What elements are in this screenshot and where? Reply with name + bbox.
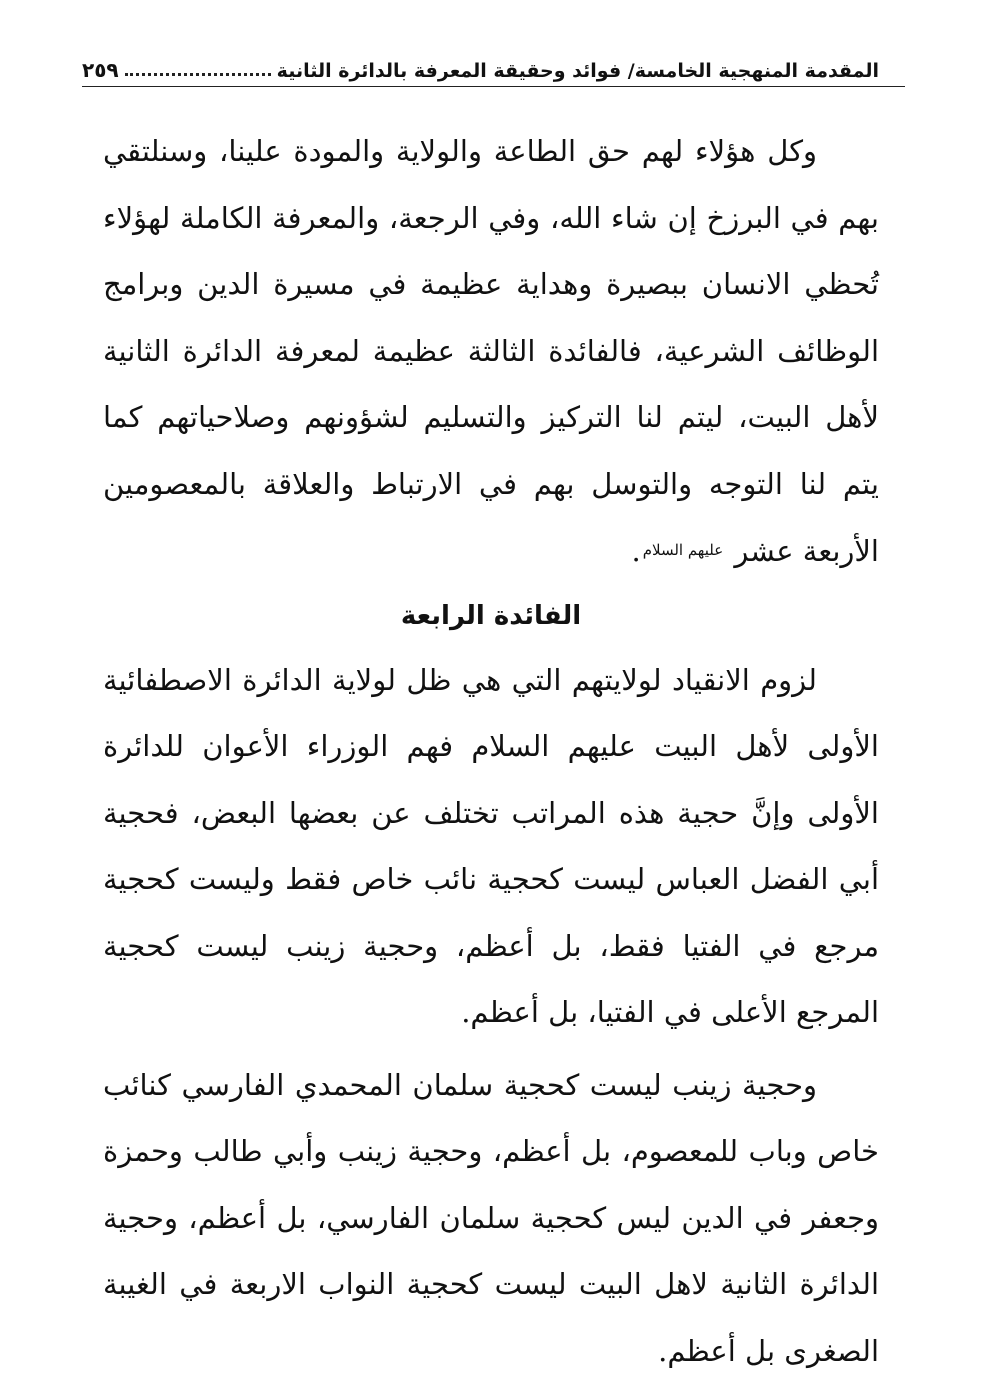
- dot-leader: [125, 72, 271, 76]
- paragraph-2: لزوم الانقياد لولايتهم التي هي ظل لولاية الدائرة الاصطفائية الأولى لأهل البيت عليهم السلام فهم الوزراء الأعوان للدائرة الأولى وإنَّ حجية هذه المراتب تختلف عن بعضها البعض، فحجية أبي الفضل العباس ليست كحجية نائب خاص فقط وليست كحجية مرجع في الفتيا فقط، بل أعظم، وحجية زينب ليست كحجية المرجع الأعلى في الفتيا، بل أعظم.: [103, 647, 879, 1046]
- header-divider: [82, 86, 905, 87]
- body-text: [103, 118, 879, 1384]
- header-title: المقدمة المنهجية الخامسة/ فوائد وحقيقة المعرفة بالدائرة الثانية: [277, 60, 879, 82]
- paragraph-1-end: .: [631, 534, 640, 568]
- paragraph-1: [103, 118, 879, 585]
- honorific-symbol: عليهم السلام: [643, 541, 723, 559]
- paragraph-3: وحجية زينب ليست كحجية سلمان المحمدي الفارسي كنائب خاص وباب للمعصوم، بل أعظم، وحجية زينب وأبي طالب وحمزة وجعفر في الدين ليس كحجية سلمان الفارسي، بل أعظم، وحجية الدائرة الثانية لاهل البيت ليست كحجية النواب الاربعة في الغيبة الصغرى بل أعظم.: [103, 1052, 879, 1384]
- running-header: [82, 48, 879, 82]
- section-heading: الفائدة الرابعة: [103, 585, 879, 647]
- page-number: ٢٥٩: [82, 58, 119, 82]
- paragraph-1-text: وكل هؤلاء لهم حق الطاعة والولاية والمودة علينا، وسنلتقي بهم في البرزخ إن شاء الله، وفي الرجعة، والمعرفة الكاملة لهؤلاء تُحظي الانسان ببصيرة وهداية عظيمة في مسيرة الدين وبرامج الوظائف الشرعية، فالفائدة الثالثة عظيمة لمعرفة الدائرة الثانية لأهل البيت، ليتم لنا التركيز والتسليم لشؤونهم وصلاحياتهم كما يتم لنا التوجه والتوسل بهم في الارتباط والعلاقة بالمعصومين الأربعة عشر: [103, 134, 879, 568]
